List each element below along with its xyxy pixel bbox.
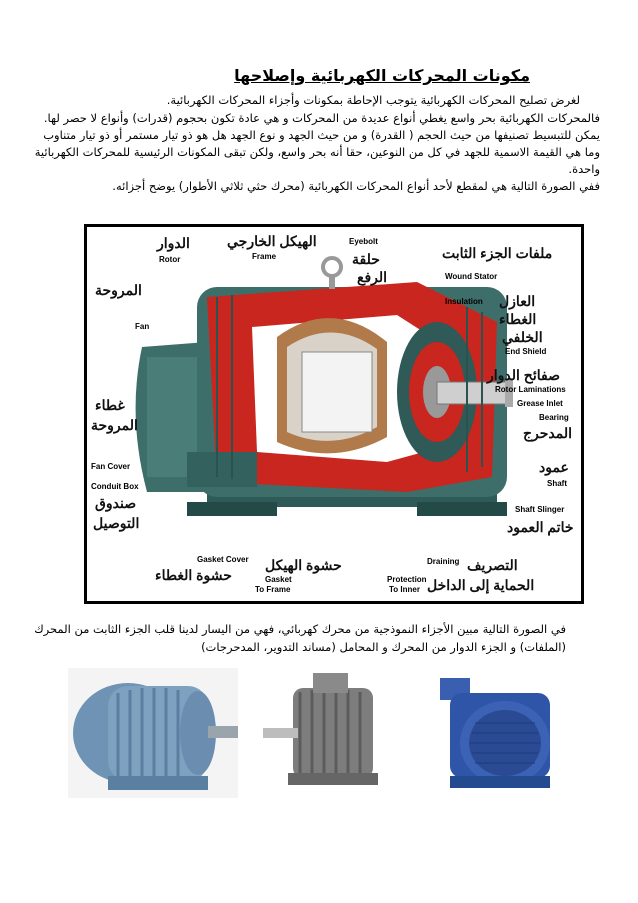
motor-cutaway-figure	[84, 224, 584, 604]
paragraph-line: فالمحركات الكهربائية بحر واسع يغطي أنواع عديدة من المحركات و هي عادة تكون بحجوم (قدرات) وأنواع لا حصر لها.	[43, 111, 600, 125]
bottom-paragraph	[26, 620, 566, 656]
motor-photo-gray	[258, 668, 398, 798]
rotor-label-en: Rotor	[159, 255, 181, 264]
motor-photo-darkblue	[420, 668, 570, 798]
bottom-line: في الصورة التالية مبين الأجزاء النموذجية من محرك كهربائي، فهي من اليسار لدينا قلب الجزء الثابت من المحرك	[34, 622, 566, 636]
motor-cutaway-illustration	[87, 227, 581, 601]
eyebolt-label-ar1: حلقة	[352, 251, 380, 267]
bearing-label-en: Bearing	[539, 413, 569, 422]
conduit-label-ar2: التوصيل	[93, 515, 140, 531]
draining-label-ar1: التصريف	[467, 557, 518, 573]
stator-label-en: Wound Stator	[445, 272, 498, 281]
rotorlam-label-en: Rotor Laminations	[495, 385, 566, 394]
motor-photo-blue	[68, 668, 238, 798]
draining-label-ar2: الحماية إلى الداخل	[427, 577, 535, 593]
endshield-label-en: End Shield	[505, 347, 547, 356]
insulation-label-en: Insulation	[445, 297, 483, 306]
protection-label-en2: To Inner	[389, 585, 420, 594]
eyebolt-label-en: Eyebolt	[349, 237, 378, 246]
description-paragraph	[20, 110, 600, 195]
gasketcover-label-en: Gasket Cover	[197, 555, 249, 564]
shaft-label-en: Shaft	[547, 479, 567, 488]
fancover-label-ar1: غطاء	[95, 397, 125, 413]
paragraph-line: ففي الصورة التالية هي لمقطع لأحد أنواع المحركات الكهربائية (محرك حثي ثلاثي الأطوار) يوضح أجزائه.	[112, 179, 600, 193]
grease-label-en: Grease Inlet	[517, 399, 563, 408]
frame-label-ar: الهيكل الخارجي	[227, 233, 317, 249]
rotor-label-ar: الدوار	[157, 235, 190, 251]
fancover-label-en: Fan Cover	[91, 462, 131, 471]
slinger-label-en: Shaft Slinger	[515, 505, 565, 514]
page-title: مكونات المحركات الكهربائية وإصلاحها	[234, 66, 530, 85]
intro-paragraph	[60, 92, 580, 109]
bearing-label-ar: المدحرج	[523, 425, 573, 441]
slinger-label-ar: خاتم العمود	[507, 519, 574, 535]
endshield-label-ar2: الخلفي	[502, 329, 543, 345]
draining-label-en: Draining	[427, 557, 460, 566]
fancover-label-ar2: المروحة	[91, 417, 138, 433]
eyebolt-label-ar2: الرفع	[357, 269, 388, 285]
fan-label-ar: المروحة	[95, 282, 142, 298]
conduit-label-ar1: صندوق	[95, 495, 137, 511]
insulation-label-ar: العازل	[499, 293, 536, 309]
paragraph-line: يمكن للتبسيط تصنيفها من حيث الحجم ( القدرة) و من حيث الجهد و نوع الجهد هل هو ذو تيار مستمر أو ذو تيار متناوب	[43, 128, 600, 142]
fan-label-en: Fan	[135, 322, 150, 331]
gasketframe-label-en2: To Frame	[255, 585, 291, 594]
stator-label-ar: ملفات الجزء الثابت	[442, 245, 553, 261]
shaft-label-ar: عمود	[539, 459, 569, 475]
endshield-label-ar1: الغطاء	[499, 311, 537, 327]
rotorlam-label-ar: صفائح الدوار	[487, 367, 560, 383]
frame-label-en: Frame	[252, 252, 277, 261]
gasketcover-label-ar: حشوة الغطاء	[155, 567, 232, 583]
protection-label-en1: Protection	[387, 575, 427, 584]
gasketframe-label-en1: Gasket	[265, 575, 292, 584]
paragraph-line: وما هي القيمة الاسمية للجهد في كل من النوعين، حقا أنه بحر واسع، ولكن تبقى المكونات الرئيسية للمحركات الكهربائية	[34, 145, 600, 159]
gasketframe-label-ar: حشوة الهيكل	[265, 557, 342, 573]
paragraph-line: واحدة.	[568, 162, 600, 176]
intro-line: لغرض تصليح المحركات الكهربائية يتوجب الإحاطة بمكونات وأجزاء المحركات الكهربائية.	[166, 93, 580, 107]
bottom-line: (الملفات) و الجزء الدوار من المحرك و المحامل (مساند التدوير، المدحرجات)	[201, 640, 566, 654]
conduit-label-en: Conduit Box	[91, 482, 139, 491]
